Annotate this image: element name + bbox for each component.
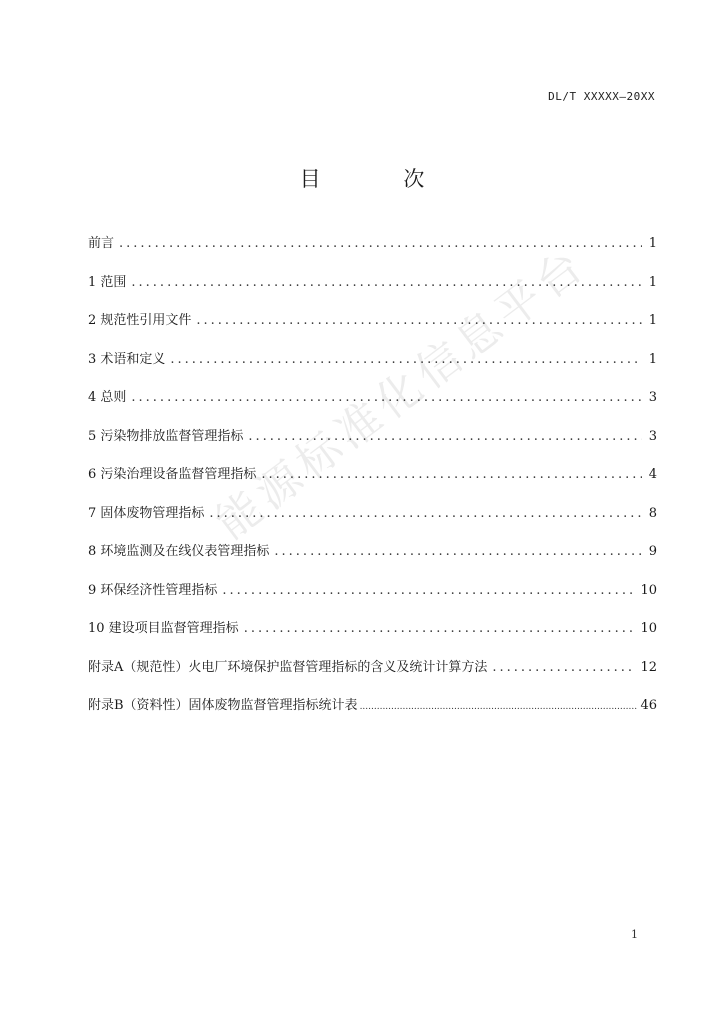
toc-entry-label: 8 环境监测及在线仪表管理指标 xyxy=(88,544,270,559)
toc-entry-label: 3 术语和定义 xyxy=(88,351,166,367)
toc-entry-economic-management[interactable] xyxy=(88,579,657,618)
toc-entry-page: 1 xyxy=(648,313,657,328)
toc-leader-dots xyxy=(209,506,642,521)
toc-leader-dots xyxy=(274,544,642,559)
toc-entry-label: 7 固体废物管理指标 xyxy=(88,505,205,521)
toc-entry-foreword[interactable] xyxy=(88,232,657,271)
toc-entry-terms[interactable] xyxy=(88,348,657,387)
page-title: 目 次 xyxy=(299,167,463,191)
toc-entry-normative-references[interactable] xyxy=(88,309,657,348)
toc-entry-label: 附录A（规范性）火电厂环境保护监督管理指标的含义及统计计算方法 xyxy=(88,659,488,675)
toc-leader-dots xyxy=(131,275,642,290)
toc-leader-dots xyxy=(196,313,642,328)
toc-entry-label: 4 总则 xyxy=(88,390,127,405)
toc-entry-label: 10 建设项目监督管理指标 xyxy=(88,621,239,636)
toc-leader-dots xyxy=(360,702,639,712)
toc-entry-page: 4 xyxy=(648,467,657,482)
toc-entry-environmental-monitoring[interactable] xyxy=(88,540,657,579)
toc-leader-dots xyxy=(131,390,642,405)
toc-entry-label: 5 污染物排放监督管理指标 xyxy=(88,428,244,444)
page-number: 1 xyxy=(631,928,638,941)
toc-entry-label: 9 环保经济性管理指标 xyxy=(88,582,218,598)
toc-entry-label: 1 范围 xyxy=(88,274,127,290)
toc-entry-page: 9 xyxy=(648,544,657,559)
toc-entry-appendix-b[interactable] xyxy=(88,694,657,733)
toc-entry-appendix-a[interactable] xyxy=(88,656,657,695)
toc-entry-page: 3 xyxy=(648,390,657,405)
table-of-contents xyxy=(88,232,657,733)
toc-entry-construction-projects[interactable] xyxy=(88,617,657,656)
toc-entry-page: 10 xyxy=(640,621,657,636)
toc-entry-label: 附录B（资料性）固体废物监督管理指标统计表 xyxy=(88,698,358,713)
toc-entry-page: 12 xyxy=(640,659,657,675)
toc-leader-dots xyxy=(222,583,635,598)
toc-entry-page: 1 xyxy=(648,351,657,367)
toc-leader-dots xyxy=(170,352,642,367)
toc-leader-dots xyxy=(261,467,642,482)
toc-leader-dots xyxy=(244,621,636,636)
toc-entry-general[interactable] xyxy=(88,386,657,425)
toc-entry-scope[interactable] xyxy=(88,271,657,310)
toc-entry-label: 2 规范性引用文件 xyxy=(88,313,192,328)
toc-leader-dots xyxy=(119,236,642,251)
toc-entry-pollution-control-equipment[interactable] xyxy=(88,463,657,502)
toc-entry-label: 前言 xyxy=(88,236,115,251)
toc-leader-dots xyxy=(248,429,642,444)
toc-entry-page: 46 xyxy=(640,698,657,713)
toc-entry-page: 1 xyxy=(648,274,657,290)
toc-entry-pollutant-emission[interactable] xyxy=(88,425,657,464)
toc-entry-page: 1 xyxy=(648,236,657,251)
document-code: DL/T XXXXX—20XX xyxy=(548,90,655,103)
toc-entry-page: 3 xyxy=(648,428,657,444)
toc-entry-label: 6 污染治理设备监督管理指标 xyxy=(88,467,257,482)
toc-entry-solid-waste[interactable] xyxy=(88,502,657,541)
toc-entry-page: 10 xyxy=(640,582,657,598)
toc-entry-page: 8 xyxy=(648,505,657,521)
toc-leader-dots xyxy=(492,660,635,675)
watermark: 能源标准化信息平台 xyxy=(206,237,597,550)
